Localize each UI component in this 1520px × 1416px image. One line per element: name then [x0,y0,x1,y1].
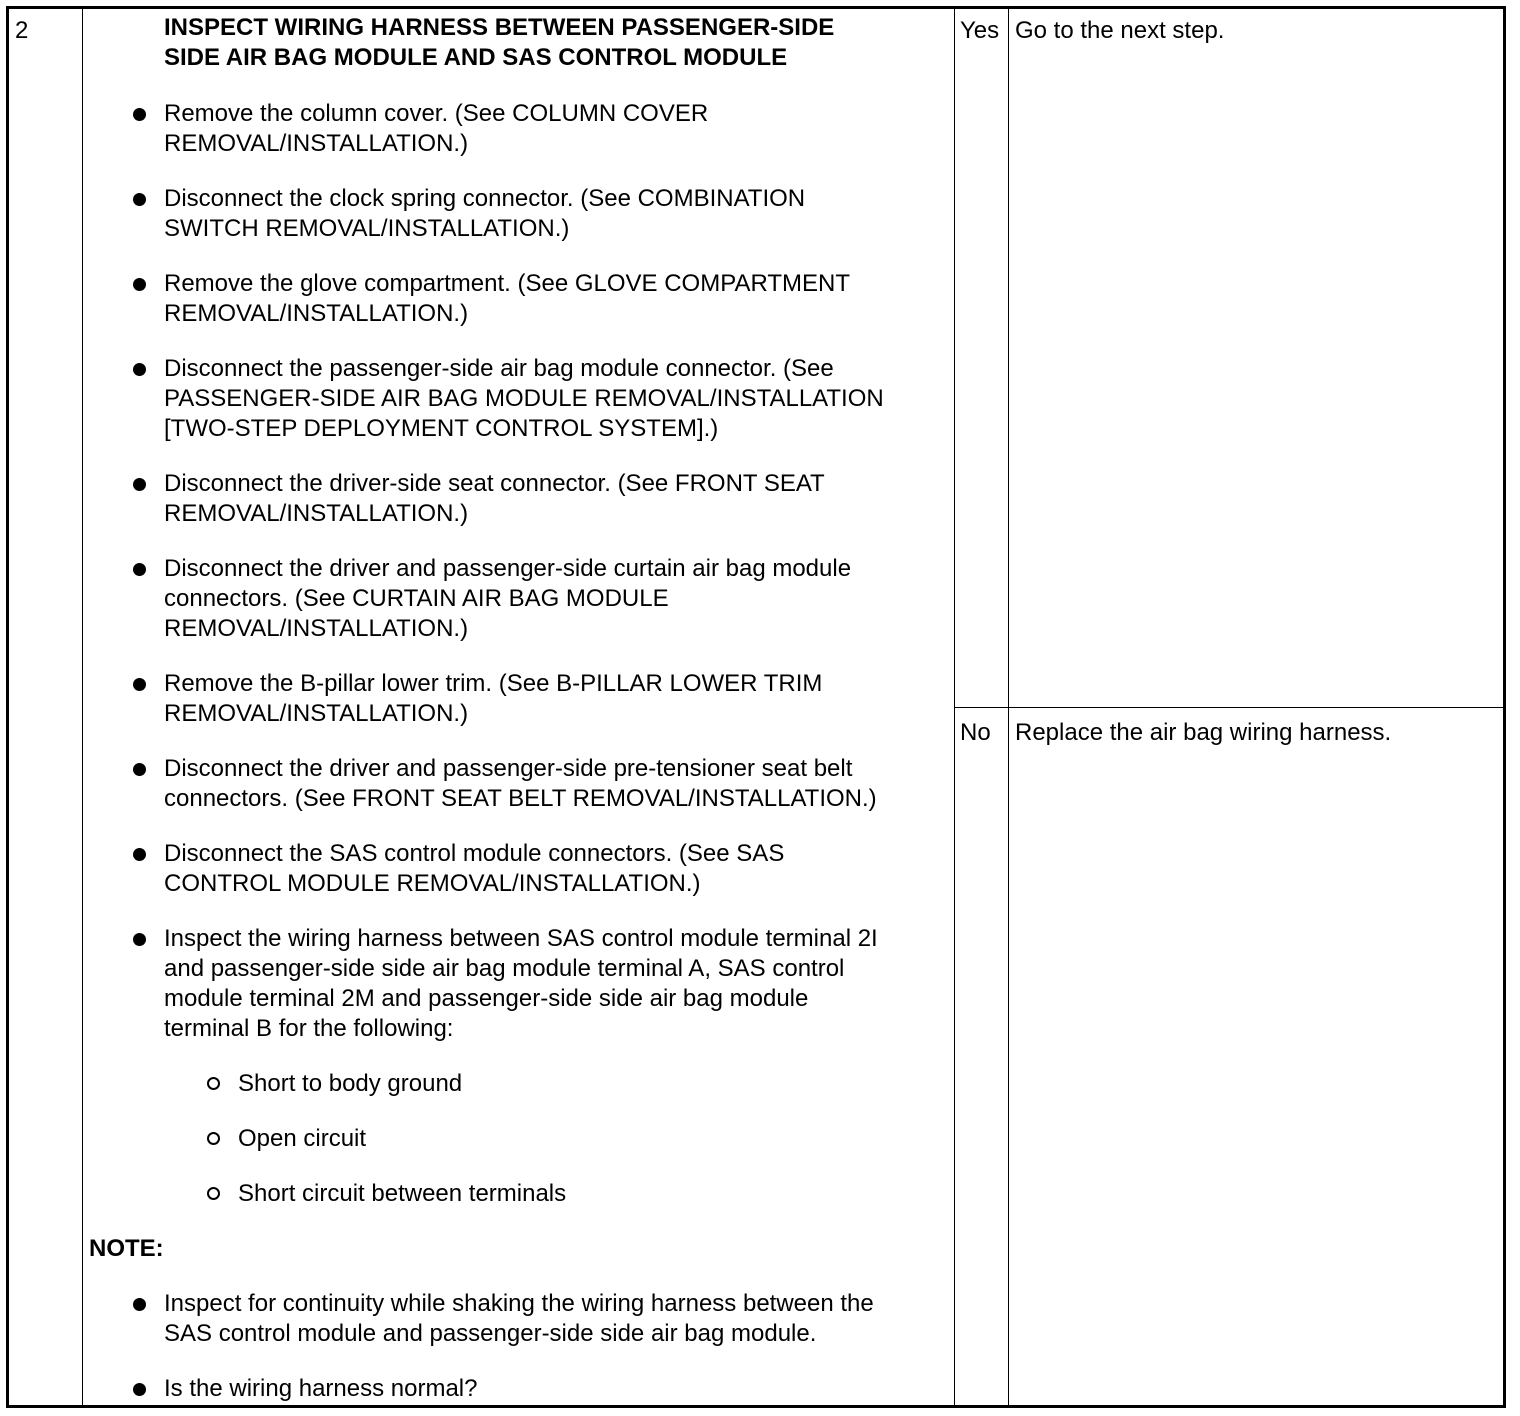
list-item [164,754,944,814]
sub-item-label: Short circuit between terminals [238,1180,567,1207]
list-item [164,924,944,1044]
bullet-dot-icon [133,1383,146,1396]
bullet-line: SWITCH REMOVAL/INSTALLATION.) [164,215,570,242]
bullet-line: PASSENGER-SIDE AIR BAG MODULE REMOVAL/INSTALLATION [164,385,884,412]
bullet-line: Disconnect the SAS control module connectors. (See SAS [164,840,785,867]
bullet-line: CONTROL MODULE REMOVAL/INSTALLATION.) [164,870,701,897]
bullet-dot-icon [133,763,146,776]
answer-no: No [960,719,991,746]
bullet-line: [TWO-STEP DEPLOYMENT CONTROL SYSTEM].) [164,415,719,442]
bullet-line: Is the wiring harness normal? [164,1375,478,1402]
bullet-line: REMOVAL/INSTALLATION.) [164,700,469,727]
bullet-line: Disconnect the driver and passenger-side curtain air bag module [164,555,852,582]
list-item [164,669,944,729]
column-divider [82,9,83,1405]
step-heading [164,13,944,73]
open-circle-bullet-icon [207,1187,220,1200]
result-no: Replace the air bag wiring harness. [1015,719,1392,746]
list-item [164,469,944,529]
bullet-dot-icon [133,563,146,576]
sub-list-item [238,1124,366,1154]
bullet-line: Remove the B-pillar lower trim. (See B-PILLAR LOWER TRIM [164,670,823,697]
answer-yes: Yes [960,17,1000,44]
bullet-line: module terminal 2M and passenger-side side air bag module [164,985,809,1012]
bullet-line: and passenger-side side air bag module terminal A, SAS control [164,955,845,982]
heading-line: SIDE AIR BAG MODULE AND SAS CONTROL MODULE [164,44,788,71]
bullet-dot-icon [133,678,146,691]
bullet-line: Remove the column cover. (See COLUMN COVER [164,100,709,127]
bullet-line: connectors. (See CURTAIN AIR BAG MODULE [164,585,669,612]
bullet-line: REMOVAL/INSTALLATION.) [164,300,469,327]
list-item [164,99,944,159]
list-item [164,184,944,244]
bullet-line: SAS control module and passenger-side side air bag module. [164,1320,817,1347]
bullet-dot-icon [133,933,146,946]
heading-line: INSPECT WIRING HARNESS BETWEEN PASSENGER-SIDE [164,14,835,41]
open-circle-bullet-icon [207,1132,220,1145]
list-item [164,269,944,329]
bullet-dot-icon [133,1298,146,1311]
bullet-dot-icon [133,278,146,291]
sub-item-label: Open circuit [238,1125,367,1152]
bullet-line: Inspect for continuity while shaking the wiring harness between the [164,1290,874,1317]
bullet-line: Disconnect the driver and passenger-side pre-tensioner seat belt [164,755,853,782]
bullet-line: REMOVAL/INSTALLATION.) [164,615,469,642]
step-number: 2 [15,17,29,44]
list-item [164,839,944,899]
bullet-dot-icon [133,193,146,206]
list-item [164,1374,944,1404]
bullet-line: REMOVAL/INSTALLATION.) [164,500,469,527]
bullet-line: connectors. (See FRONT SEAT BELT REMOVAL/INSTALLATION.) [164,785,877,812]
row-divider [954,707,1503,708]
bullet-line: Inspect the wiring harness between SAS control module terminal 2I [164,925,878,952]
bullet-line: REMOVAL/INSTALLATION.) [164,130,469,157]
sub-list-item [238,1069,462,1099]
list-item [164,354,944,444]
bullet-dot-icon [133,478,146,491]
inspection-table [6,6,1506,1408]
bullet-dot-icon [133,363,146,376]
bullet-line: Disconnect the passenger-side air bag module connector. (See [164,355,834,382]
result-yes: Go to the next step. [1015,17,1225,44]
note-label: NOTE: [89,1235,164,1262]
bullet-dot-icon [133,848,146,861]
bullet-line: Disconnect the clock spring connector. (See COMBINATION [164,185,806,212]
list-item [164,1289,944,1349]
bullet-dot-icon [133,108,146,121]
sub-list-item [238,1179,566,1209]
bullet-line: terminal B for the following: [164,1015,454,1042]
bullet-line: Remove the glove compartment. (See GLOVE COMPARTMENT [164,270,851,297]
sub-item-label: Short to body ground [238,1070,463,1097]
list-item [164,554,944,644]
bullet-line: Disconnect the driver-side seat connector. (See FRONT SEAT [164,470,825,497]
open-circle-bullet-icon [207,1077,220,1090]
